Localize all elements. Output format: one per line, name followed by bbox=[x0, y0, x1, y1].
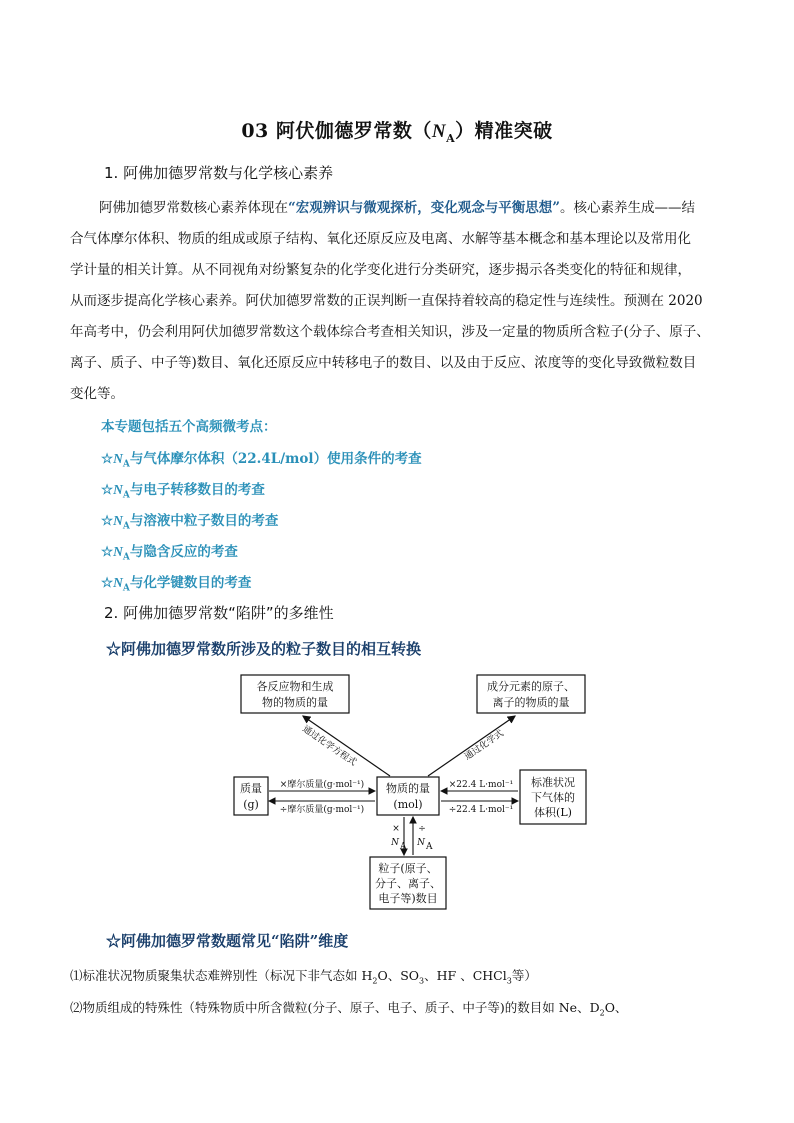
para-line-1-post: 。核心素养生成——结 bbox=[560, 200, 696, 216]
para-line-6: 离子、质子、中子等)数目、氧化还原反应中转移电子的数目、以及由于反应、浓度等的变化导致微粒数目 bbox=[70, 355, 697, 371]
label-na-div: ÷ bbox=[418, 824, 426, 834]
trap-1-text: ⑴标准状况物质聚集状态难辨别性（标况下非气态如 H bbox=[70, 968, 373, 983]
box-reactants-line2: 物的物质的量 bbox=[262, 696, 328, 709]
kp-sub: A bbox=[122, 521, 130, 532]
box-mass-line1: 质量 bbox=[240, 782, 262, 795]
box-particles-line1: 粒子(原子、 bbox=[378, 862, 438, 875]
label-mass-div: ÷摩尔质量(g·mol⁻¹) bbox=[279, 805, 365, 815]
kp-text: 与溶液中粒子数目的考查 bbox=[129, 513, 279, 529]
arrow-to-elements bbox=[428, 716, 515, 776]
title-prefix: 03 阿伏伽德罗常数（ bbox=[241, 120, 432, 142]
box-mass-line2: (g) bbox=[243, 798, 259, 811]
box-gas-line3: 体积(L) bbox=[534, 806, 572, 819]
para-line-4: 从而逐步提高化学核心素养。阿伏加德罗常数的正误判断一直保持着较高的稳定性与连续性。预测在 2020 bbox=[70, 293, 703, 309]
kp-text: 与气体摩尔体积（22.4L/mol）使用条件的考查 bbox=[129, 451, 422, 467]
trap-1-mid2: 、HF 、CHCl bbox=[424, 968, 507, 983]
kp-sub: A bbox=[122, 583, 130, 594]
trap-1-sub1: 2 bbox=[372, 976, 378, 986]
kp-n: N bbox=[113, 482, 123, 497]
trap-1-mid1: O、SO bbox=[377, 968, 420, 983]
star-icon: ☆ bbox=[101, 575, 114, 591]
label-via-equation: 通过化学方程式 bbox=[300, 724, 358, 769]
para-line-1-pre: 阿佛加德罗常数核心素养体现在 bbox=[99, 200, 288, 216]
label-na-right-sub: A bbox=[426, 842, 433, 852]
trap-1-sub2: 3 bbox=[419, 976, 425, 986]
para-line-5: 年高考中，仍会利用阿伏加德罗常数这个载体综合考查相关知识，涉及一定量的物质所含粒子(分子、原子、 bbox=[70, 324, 710, 340]
box-particles-line3: 电子等)数目 bbox=[378, 892, 438, 905]
trap-2-post: O、 bbox=[604, 1000, 628, 1015]
kp-text: 与化学键数目的考查 bbox=[129, 575, 252, 591]
kp-n: N bbox=[113, 575, 123, 590]
box-gas-line2: 下气体的 bbox=[531, 791, 575, 804]
title-na-sub: A bbox=[446, 131, 456, 145]
label-mass-mul: ×摩尔质量(g·mol⁻¹) bbox=[279, 780, 365, 790]
trap-1-post: 等） bbox=[511, 968, 537, 983]
para-highlight: “宏观辨识与微观探析，变化观念与平衡思想” bbox=[288, 200, 561, 216]
label-via-formula: 通过化学式 bbox=[463, 728, 506, 763]
star-icon: ☆ bbox=[101, 451, 114, 467]
box-elements-line1: 成分元素的原子、 bbox=[487, 680, 575, 693]
kp-n: N bbox=[113, 544, 123, 559]
kp-sub: A bbox=[122, 552, 130, 563]
kp-sub: A bbox=[122, 490, 130, 501]
kp-sub: A bbox=[122, 459, 130, 470]
label-na-left: N bbox=[391, 838, 399, 848]
label-na-left-sub: A bbox=[400, 842, 407, 852]
box-mol-line2: (mol) bbox=[393, 798, 423, 811]
kp-n: N bbox=[113, 513, 123, 528]
box-gas-line1: 标准状况 bbox=[531, 776, 575, 789]
label-gas-mul: ×22.4 L·mol⁻¹ bbox=[448, 780, 514, 790]
box-mol-line1: 物质的量 bbox=[386, 782, 430, 795]
kp-text: 与电子转移数目的考查 bbox=[129, 482, 265, 498]
star-icon: ☆ bbox=[101, 482, 114, 498]
section-heading-2: 2. 阿佛加德罗常数“陷阱”的多维性 bbox=[104, 604, 334, 622]
key-points-heading: 本专题包括五个高频微考点： bbox=[101, 419, 277, 435]
title-na: N bbox=[431, 121, 447, 142]
para-line-3: 学计量的相关计算。从不同视角对纷繁复杂的化学变化进行分类研究，逐步揭示各类变化的特征和规律， bbox=[70, 262, 691, 278]
subheading-traps: ☆阿佛加德罗常数题常见“陷阱”维度 bbox=[106, 932, 349, 950]
box-particles-line2: 分子、离子、 bbox=[375, 877, 441, 890]
trap-1-sub3: 3 bbox=[506, 976, 512, 986]
label-na-right: N bbox=[417, 838, 425, 848]
box-elements-line2: 离子的物质的量 bbox=[492, 696, 570, 709]
kp-n: N bbox=[113, 451, 123, 466]
subheading-conversion: ☆阿佛加德罗常数所涉及的粒子数目的相互转换 bbox=[106, 640, 422, 658]
trap-item-1 bbox=[70, 966, 537, 986]
label-gas-div: ÷22.4 L·mol⁻¹ bbox=[448, 805, 514, 815]
para-line-2: 合气体摩尔体积、物质的组成或原子结构、氧化还原反应及电离、水解等基本概念和基本理论以及常用化 bbox=[70, 231, 691, 247]
arrow-to-reactants bbox=[303, 716, 390, 776]
box-reactants-line1: 各反应物和生成 bbox=[256, 680, 334, 693]
section-heading-1: 1. 阿佛加德罗常数与化学核心素养 bbox=[104, 164, 334, 182]
kp-text: 与隐含反应的考查 bbox=[129, 544, 238, 560]
para-line-7: 变化等。 bbox=[70, 386, 124, 402]
label-na-mul: × bbox=[392, 824, 400, 834]
star-icon: ☆ bbox=[101, 544, 114, 560]
trap-item-2 bbox=[70, 998, 627, 1018]
star-icon: ☆ bbox=[101, 513, 114, 529]
trap-2-text: ⑵物质组成的特殊性（特殊物质中所含微粒(分子、原子、电子、质子、中子等)的数目如 Ne、D bbox=[70, 1000, 600, 1015]
title-suffix: ）精准突破 bbox=[455, 120, 553, 142]
trap-2-sub1: 2 bbox=[599, 1008, 605, 1018]
